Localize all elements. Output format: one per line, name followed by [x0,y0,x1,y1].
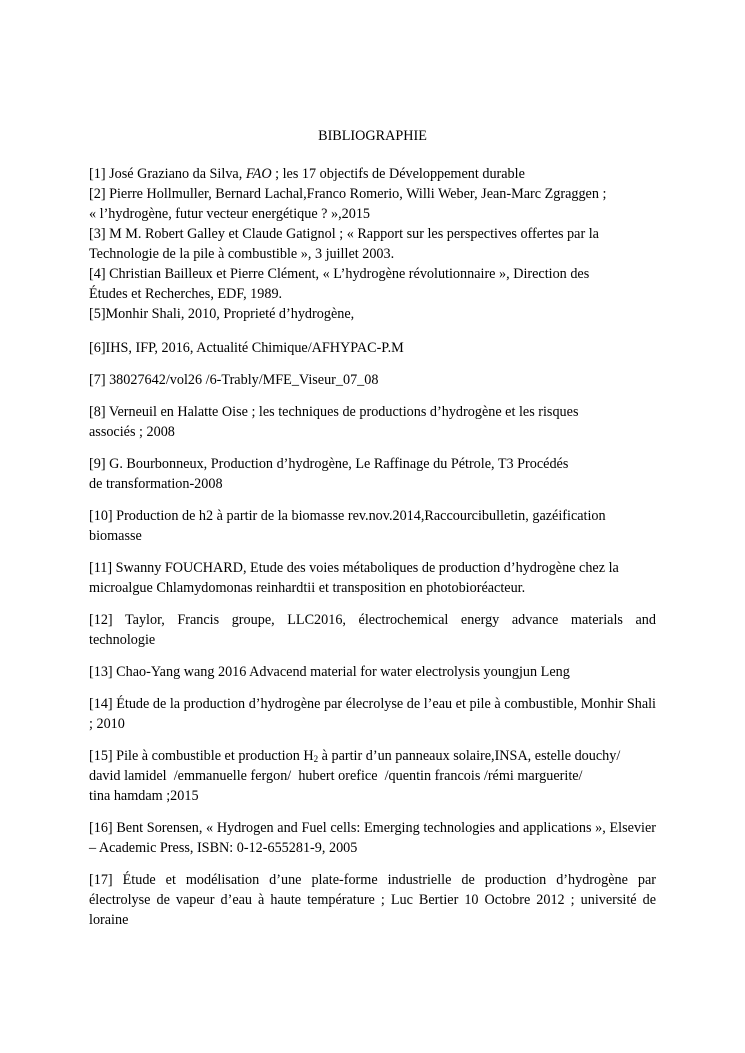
bibliography-page [89,126,656,930]
reference-text: de transformation-2008 [89,476,223,492]
reference-text: [1] José Graziano da Silva, [89,166,246,182]
reference-list [89,164,656,930]
reference-text: « l’hydrogène, futur vecteur energétique ? »,2015 [89,206,371,222]
reference-1 [89,164,656,184]
reference-text: [6]IHS, IFP, 2016, Actualité Chimique/AFHYPAC-P.M [89,340,404,356]
reference-text: ; les 17 objectifs de Développement durable [271,166,525,182]
reference-text: [4] Christian Bailleux et Pierre Clément, « L’hydrogène révolutionnaire », Direction des [89,266,590,282]
reference-17: [17] Étude et modélisation d’une plate-forme industrielle de production d’hydrogène par électrolyse de vapeur d’eau à haute température ; Luc Bertier 10 Octobre 2012 ; université de loraine [89,872,656,928]
reference-2 [89,184,656,224]
reference-text: [11] Swanny FOUCHARD, Etude des voies métaboliques de production d’hydrogène chez la [89,560,619,576]
reference-text: tina hamdam ;2015 [89,788,199,804]
reference-text: Études et Recherches, EDF, 1989. [89,286,283,302]
reference-9 [89,454,656,494]
reference-text: [15] Pile à combustible et production H [89,748,314,764]
reference-text: [3] M M. Robert Galley et Claude Gatignol ; « Rapport sur les perspectives offertes par la [89,226,599,242]
reference-text: microalgue Chlamydomonas reinhardtii et transposition en photobioréacteur. [89,580,526,596]
reference-text: [7] 38027642/vol26 /6-Trably/MFE_Viseur_07_08 [89,372,379,388]
reference-13 [89,662,656,682]
reference-5 [89,304,656,324]
reference-11 [89,558,656,598]
reference-text: [10] Production de h2 à partir de la biomasse rev.nov.2014,Raccourcibulletin, gazéification [89,508,606,524]
reference-7 [89,370,656,390]
reference-15 [89,746,656,806]
reference-14: [14] Étude de la production d’hydrogène par élecrolyse de l’eau et pile à combustible, Monhir Shali ; 2010 [89,696,656,732]
reference-12: [12] Taylor, Francis groupe, LLC2016, électrochemical energy advance materials and technologie [89,612,656,648]
reference-text: à partir d’un panneaux solaire,INSA, estelle douchy/ [318,748,621,764]
subscript: 2 [313,754,319,764]
page-title: BIBLIOGRAPHIE [318,128,427,144]
reference-text: biomasse [89,528,142,544]
reference-text: [8] Verneuil en Halatte Oise ; les techniques de productions d’hydrogène et les risques [89,404,579,420]
reference-text: [13] Chao-Yang wang 2016 Advacend material for water electrolysis youngjun Leng [89,664,570,680]
reference-10 [89,506,656,546]
reference-6 [89,338,656,358]
reference-3 [89,224,656,264]
reference-italic: FAO [245,166,272,182]
reference-4 [89,264,656,304]
reference-8 [89,402,656,442]
reference-text: david lamidel /emmanuelle fergon/ hubert orefice /quentin francois /rémi marguerite/ [89,768,583,784]
reference-16: [16] Bent Sorensen, « Hydrogen and Fuel cells: Emerging technologies and applications », Elsevier – Academic Press, ISBN: 0-12-655281-9, 2005 [89,820,656,856]
reference-text: [2] Pierre Hollmuller, Bernard Lachal,Franco Romerio, Willi Weber, Jean-Marc Zgraggen ; [89,186,607,202]
reference-text: [5]Monhir Shali, 2010, Proprieté d’hydrogène, [89,306,355,322]
reference-text: Technologie de la pile à combustible », 3 juillet 2003. [89,246,395,262]
reference-text: [9] G. Bourbonneux, Production d’hydrogène, Le Raffinage du Pétrole, T3 Procédés [89,456,569,472]
reference-text: associés ; 2008 [89,424,175,440]
